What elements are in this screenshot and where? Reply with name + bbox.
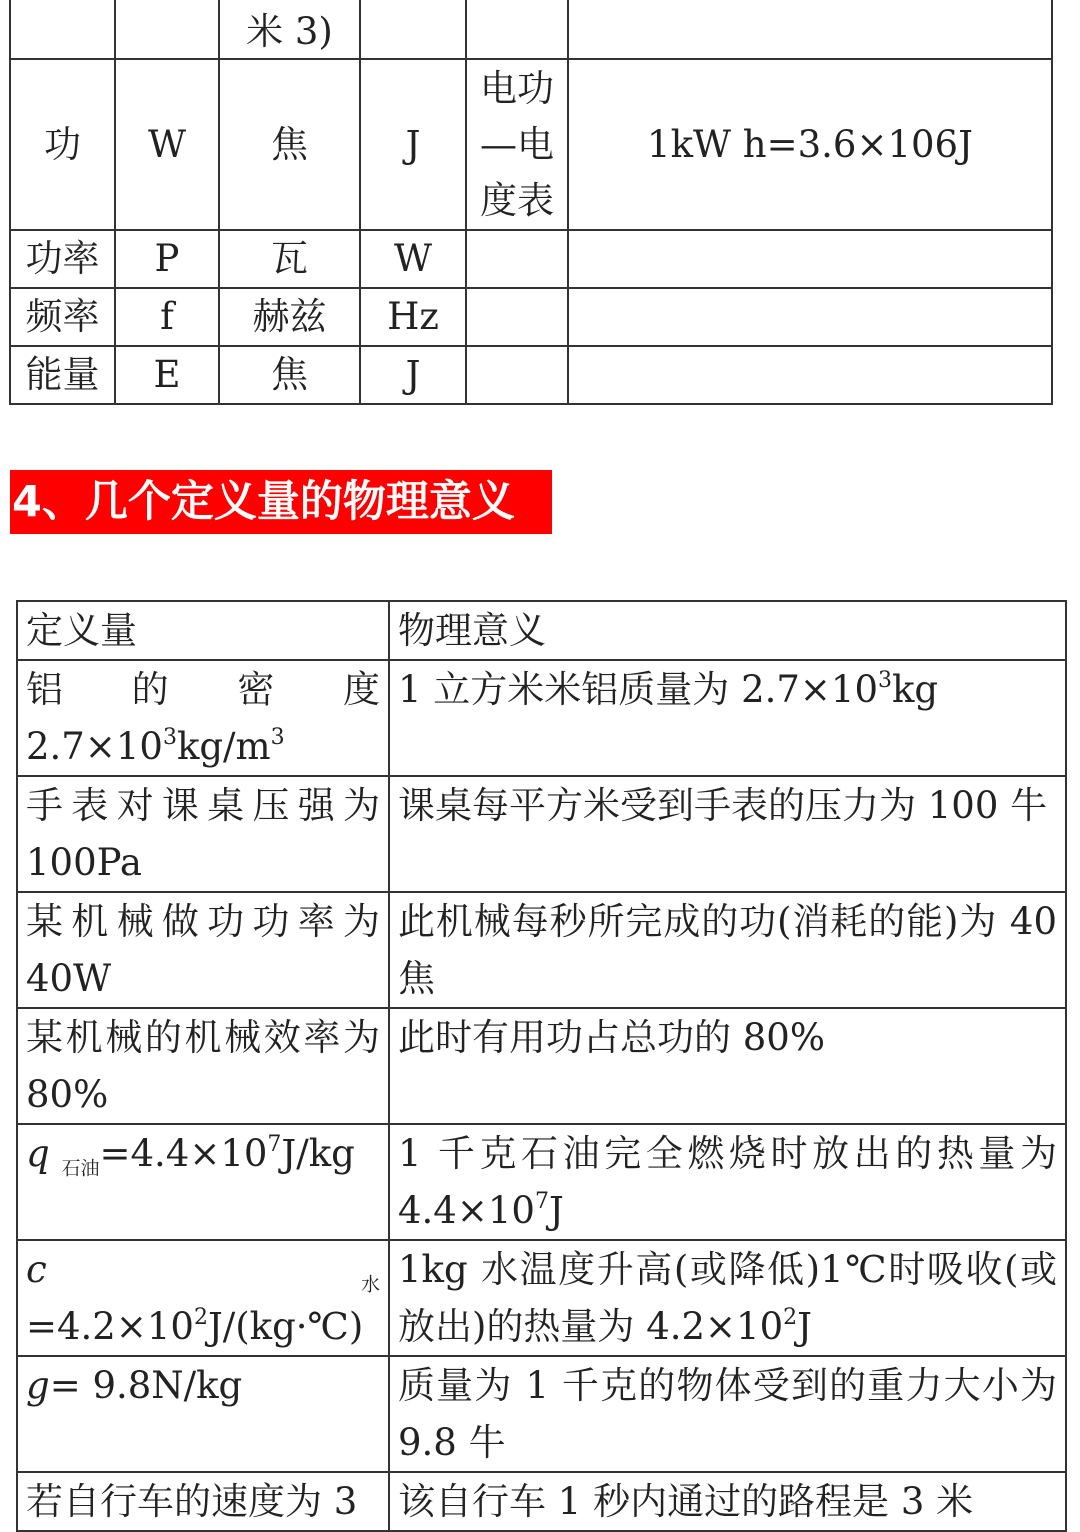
table-row (10, 0, 1052, 59)
cell-quantity: 铝的密度 $2.7\times 10^3kg/m^3$ (17, 660, 389, 776)
table-row (17, 660, 1066, 776)
cell-note (568, 288, 1052, 346)
table-row (10, 288, 1052, 346)
cell-unit-symbol (360, 0, 466, 59)
cell-name (10, 0, 115, 59)
table-row (10, 230, 1052, 288)
cell-name: 能量 (10, 346, 115, 404)
cell-unit-symbol: J (360, 59, 466, 230)
cell-symbol (115, 0, 219, 59)
cell-name: 频率 (10, 288, 115, 346)
table-row (17, 776, 1066, 892)
cell-note (568, 346, 1052, 404)
cell-meaning: 1kg 水温度升高(或降低)1℃时吸收(或放出)的热量为 $4.2\times 10^2J$ (389, 1240, 1066, 1356)
cell-symbol: P (115, 230, 219, 288)
cell-name: 功率 (10, 230, 115, 288)
cell-unit: 焦 (219, 59, 360, 230)
cell-unit: 焦 (219, 346, 360, 404)
table-row (17, 892, 1066, 1008)
section-heading: 4、几个定义量的物理意义 (10, 470, 552, 534)
cell-instrument (466, 0, 568, 59)
meaning-table (16, 600, 1067, 1532)
cell-quantity: c $_水=4.2\times 10^2J/(kg\cdot℃)$ (17, 1240, 389, 1356)
cell-unit: 赫兹 (219, 288, 360, 346)
header-meaning: 物理意义 (389, 601, 1066, 660)
cell-meaning: 质量为 1 千克的物体受到的重力大小为 9.8 牛 (389, 1356, 1066, 1472)
table-row (10, 346, 1052, 404)
cell-instrument (466, 346, 568, 404)
table-row (17, 1124, 1066, 1240)
table-row (17, 1240, 1066, 1356)
cell-name: 功 (10, 59, 115, 230)
cell-instrument (466, 230, 568, 288)
cell-quantity: 某机械做功功率为 40W (17, 892, 389, 1008)
table-row (17, 1008, 1066, 1124)
cell-unit-symbol: W (360, 230, 466, 288)
cell-symbol: E (115, 346, 219, 404)
cell-symbol: W (115, 59, 219, 230)
cell-symbol: f (115, 288, 219, 346)
cell-note (568, 230, 1052, 288)
cell-quantity: 手表对课桌压强为 100Pa (17, 776, 389, 892)
table-row (17, 1356, 1066, 1472)
cell-quantity: 若自行车的速度为 3 (17, 1472, 389, 1531)
cell-meaning: 该自行车 1 秒内通过的路程是 3 米 (389, 1472, 1066, 1531)
table-header-row (17, 601, 1066, 660)
table-row (10, 59, 1052, 230)
cell-quantity: q $_{石油}=4.4\times 10^7J/kg$ (17, 1124, 389, 1240)
units-table (9, 0, 1053, 405)
cell-instrument: 电功—电度表 (466, 59, 568, 230)
cell-unit-symbol: J (360, 346, 466, 404)
header-quantity: 定义量 (17, 601, 389, 660)
cell-meaning: 1 立方米米铝质量为 $2.7\times 10^3kg$ (389, 660, 1066, 776)
cell-unit-symbol: Hz (360, 288, 466, 346)
cell-instrument (466, 288, 568, 346)
cell-quantity: 某机械的机械效率为 80% (17, 1008, 389, 1124)
cell-note (568, 0, 1052, 59)
table-row (17, 1472, 1066, 1531)
cell-quantity: g= 9.8N/kg (17, 1356, 389, 1472)
cell-meaning: 课桌每平方米受到手表的压力为 100 牛 (389, 776, 1066, 892)
cell-note: 1kW h=3.6×106J (568, 59, 1052, 230)
cell-unit: 米 3) (219, 0, 360, 59)
cell-meaning: 此时有用功占总功的 80% (389, 1008, 1066, 1124)
cell-meaning: 此机械每秒所完成的功(消耗的能)为 40 焦 (389, 892, 1066, 1008)
cell-meaning: 1 千克石油完全燃烧时放出的热量为 $4.4\times 10^7J$ (389, 1124, 1066, 1240)
cell-unit: 瓦 (219, 230, 360, 288)
